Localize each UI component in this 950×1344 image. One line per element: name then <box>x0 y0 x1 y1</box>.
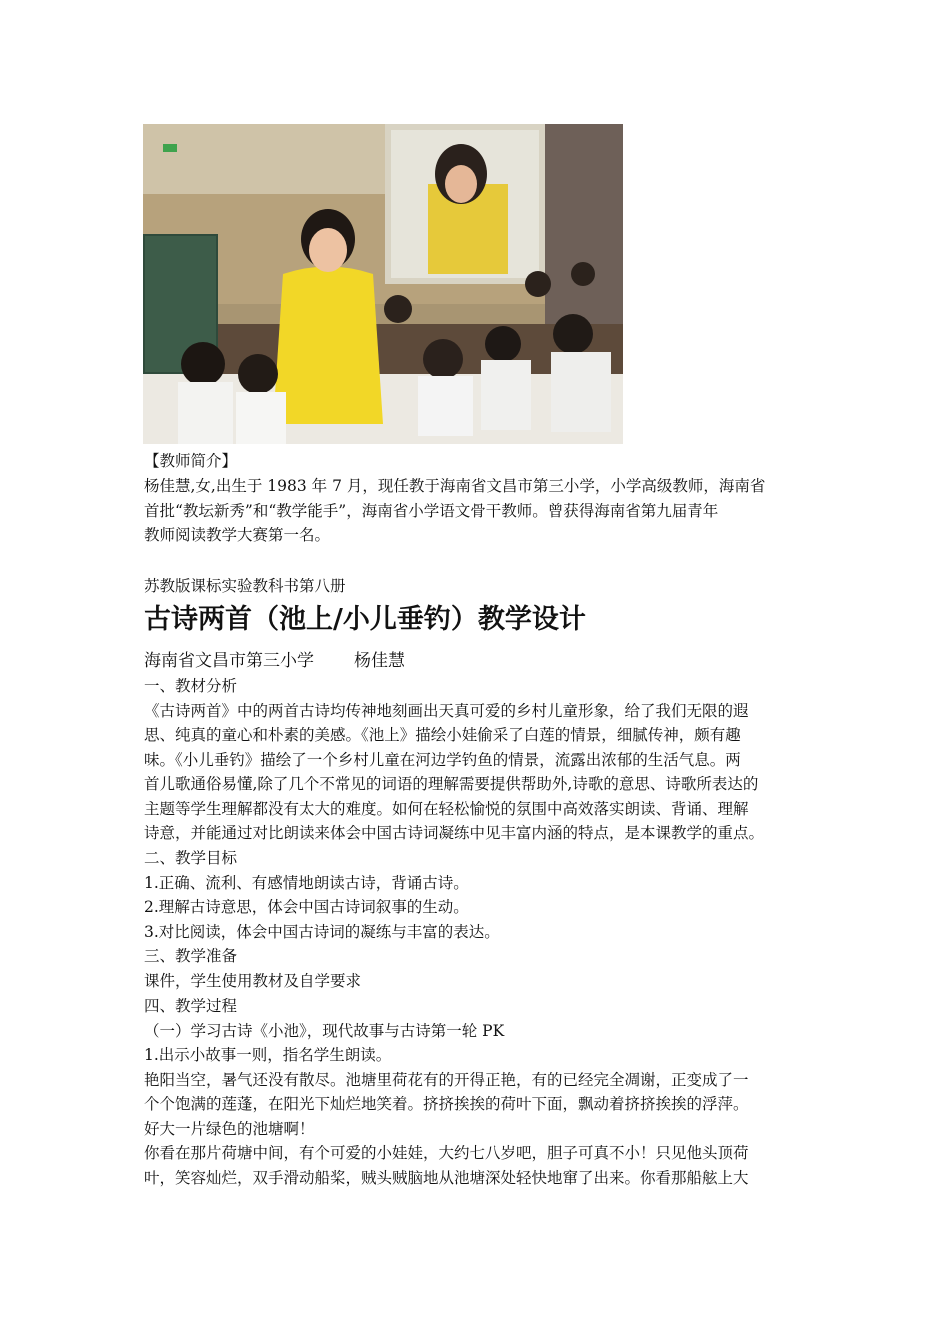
paragraph-line: 个个饱满的莲蓬，在阳光下灿烂地笑着。挤挤挨挨的荷叶下面，飘动着挤挤挨挨的浮萍。 <box>144 1095 749 1113</box>
paragraph-line: 课件，学生使用教材及自学要求 <box>144 971 362 990</box>
paragraph-line: 主题等学生理解都没有太大的难度。如何在轻松愉悦的氛围中高效落实朗读、背诵、理解 <box>144 799 749 818</box>
intro-line: 杨佳慧,女,出生于 1983 年 7 月，现任教于海南省文昌市第三小学，小学高级教师，海南省 <box>144 477 766 495</box>
paragraph-line: 思、纯真的童心和朴素的美感。《池上》描绘小娃偷采了白莲的情景，细腻传神，颇有趣 <box>144 726 741 744</box>
paragraph-line: 叶，笑容灿烂，双手滑动船桨，贼头贼脑地从池塘深处轻快地窜了出来。你看那船舷上大 <box>144 1168 749 1187</box>
section-heading: 一、教材分析 <box>144 677 238 695</box>
section-2 <box>144 846 814 944</box>
section-4 <box>144 994 814 1190</box>
paragraph-line: 诗意，并能通过对比朗读来体会中国古诗词凝练中见丰富内涵的特点，是本课教学的重点。 <box>144 824 765 842</box>
paragraph-line: 首儿歌通俗易懂,除了几个不常见的词语的理解需要提供帮助外,诗歌的意思、诗歌所表达的 <box>144 775 759 793</box>
paragraph-line: 好大一片绿色的池塘啊！ <box>144 1119 315 1138</box>
paragraph-line: （一）学习古诗《小池》，现代故事与古诗第一轮 PK <box>144 1021 505 1040</box>
classroom-photo <box>143 124 623 444</box>
paragraph-line: 艳阳当空，暑气还没有散尽。池塘里荷花有的开得正艳，有的已经完全凋谢，正变成了一 <box>144 1070 749 1089</box>
section-heading: 二、教学目标 <box>144 849 238 867</box>
intro-line: 教师阅读教学大赛第一名。 <box>144 526 331 544</box>
series-label: 苏教版课标实验教科书第八册 <box>144 577 346 595</box>
school-name: 海南省文昌市第三小学 <box>144 651 314 671</box>
section-heading: 四、教学过程 <box>144 997 238 1015</box>
intro-line: 首批“教坛新秀”和“教学能手”，海南省小学语文骨干教师。曾获得海南省第九届青年 <box>144 501 719 520</box>
author-name: 杨佳慧 <box>354 651 405 671</box>
goal-item: 1.正确、流利、有感情地朗读古诗，背诵古诗。 <box>144 873 469 892</box>
intro-heading: 【教师简介】 <box>144 452 238 470</box>
paragraph-line: 味。《小儿垂钓》描绘了一个乡村儿童在河边学钓鱼的情景，流露出浓郁的生活气息。两 <box>144 750 741 769</box>
paragraph-line: 1.出示小故事一则，指名学生朗读。 <box>144 1046 392 1064</box>
section-1 <box>144 674 814 846</box>
section-3 <box>144 944 814 993</box>
document-title: 古诗两首（池上/小儿垂钓）教学设计 <box>144 604 586 635</box>
section-heading: 三、教学准备 <box>144 947 238 965</box>
paragraph-line: 《古诗两首》中的两首古诗均传神地刻画出天真可爱的乡村儿童形象，给了我们无限的遐 <box>144 701 749 720</box>
intro-paragraph <box>144 474 814 548</box>
paragraph-line: 你看在那片荷塘中间，有个可爱的小娃娃，大约七八岁吧，胆子可真不小！只见他头顶荷 <box>144 1144 749 1162</box>
goal-item: 2.理解古诗意思，体会中国古诗词叙事的生动。 <box>144 898 469 916</box>
goal-item: 3.对比阅读，体会中国古诗词的凝练与丰富的表达。 <box>144 922 500 941</box>
author-line <box>144 649 814 673</box>
